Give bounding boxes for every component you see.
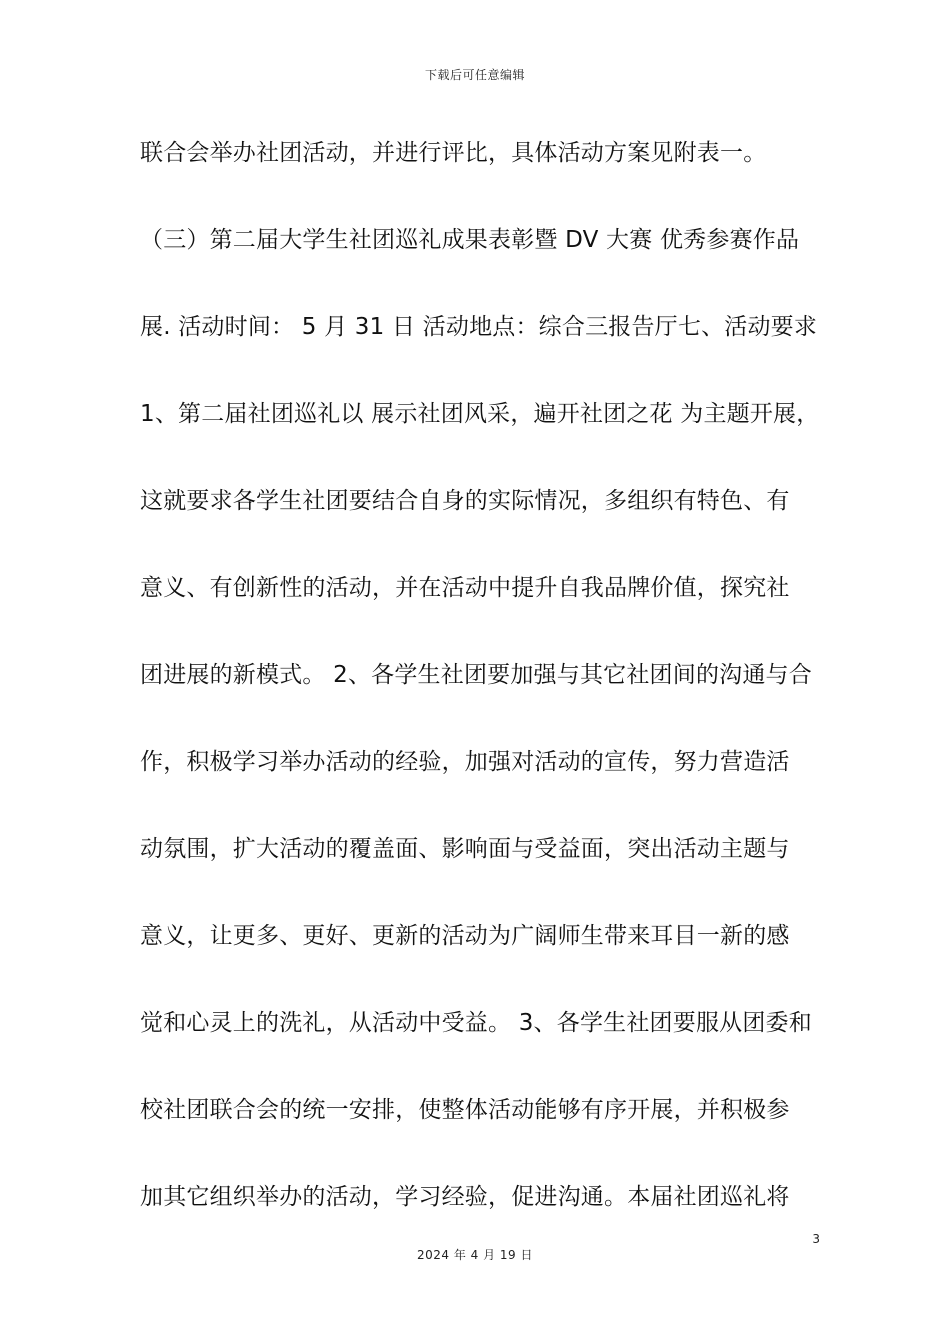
body-line: 校社团联合会的统一安排，使整体活动能够有序开展，并积极参 [140,1097,790,1123]
body-line: 1、第二届社团巡礼以 展示社团风采，遍开社团之花 为主题开展， [140,401,820,427]
body-line: 这就要求各学生社团要结合自身的实际情况，多组织有特色、有 [140,488,790,514]
body-line: 展. 活动时间： 5 月 31 日 活动地点：综合三报告厅七、活动要求 [140,314,818,340]
body-line: 觉和心灵上的洗礼，从活动中受益。 3、各学生社团要服从团委和 [140,1010,812,1036]
body-line: 作，积极学习举办活动的经验，加强对活动的宣传，努力营造活 [140,749,790,775]
page-number: 3 [812,1232,820,1246]
body-line: 意义、有创新性的活动，并在活动中提升自我品牌价值，探究社 [140,575,790,601]
body-line: （三）第二届大学生社团巡礼成果表彰暨 DV 大赛 优秀参赛作品 [140,227,800,253]
body-line: 意义，让更多、更好、更新的活动为广阔师生带来耳目一新的感 [140,923,790,949]
body-line: 团进展的新模式。 2、各学生社团要加强与其它社团间的沟通与合 [140,662,812,688]
page-footer-date: 2024 年 4 月 19 日 [416,1248,534,1262]
body-line: 动氛围，扩大活动的覆盖面、影响面与受益面，突出活动主题与 [140,836,790,862]
page-header: 下载后可任意编辑 [424,68,525,82]
body-line: 加其它组织举办的活动，学习经验，促进沟通。本届社团巡礼将 [140,1184,790,1210]
body-line: 联合会举办社团活动，并进行评比，具体活动方案见附表一。 [140,140,767,166]
document-body [140,130,830,1261]
